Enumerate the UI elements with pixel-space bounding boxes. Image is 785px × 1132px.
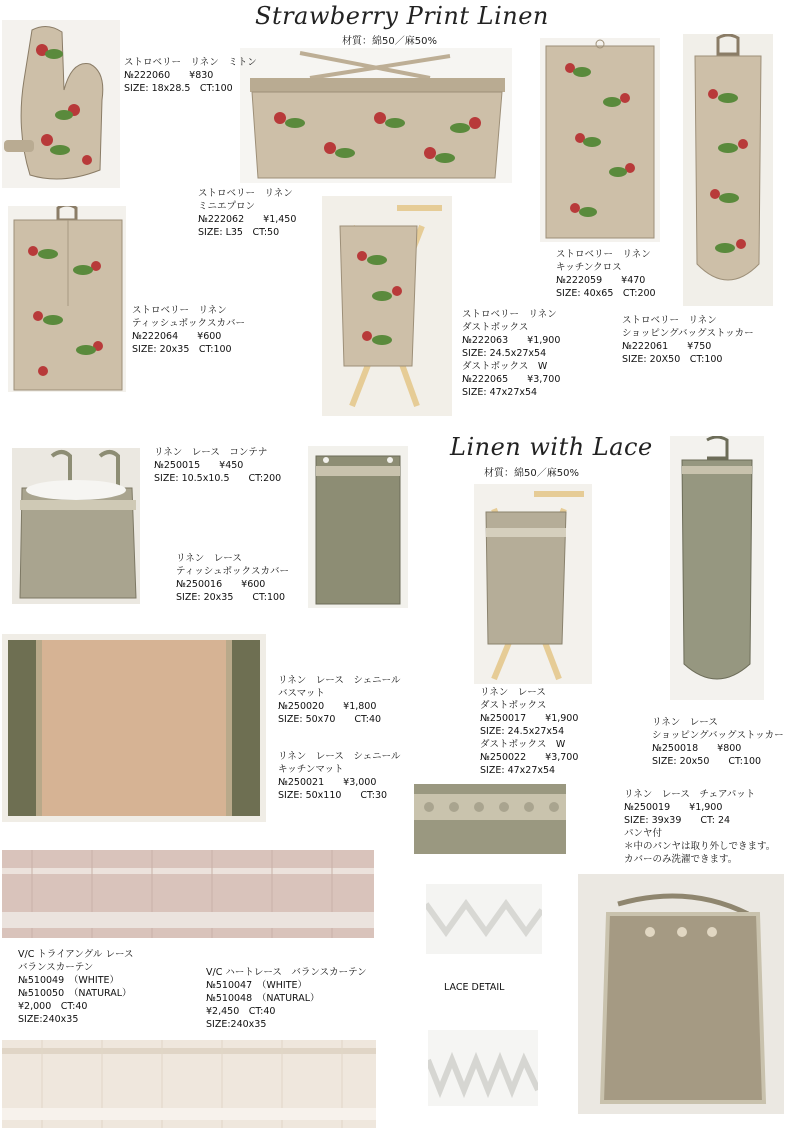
caption-valance-heart <box>206 966 367 1031</box>
container-photo <box>12 448 140 604</box>
caption-line: リネン レース <box>176 553 242 564</box>
section-title-lace: Linen with Lace <box>450 433 653 461</box>
bath-mat-photo <box>2 634 266 822</box>
caption-line: ストロベリー リネン <box>132 305 227 316</box>
section-title-strawberry: Strawberry Print Linen <box>255 2 549 30</box>
caption-line: №222063 ¥1,900 <box>462 335 561 346</box>
caption-line: リネン レース シェニール <box>278 751 401 762</box>
caption-container <box>154 446 281 485</box>
caption-line: ダストボックス W <box>480 739 566 750</box>
caption-line: ¥2,450 CT:40 <box>206 1006 276 1017</box>
caption-line: SIZE: 39x39 CT: 24 <box>624 815 731 826</box>
caption-line: №222059 ¥470 <box>556 275 646 286</box>
lace-detail-label: LACE DETAIL <box>444 982 505 993</box>
caption-line: №250017 ¥1,900 <box>480 713 579 724</box>
caption-line: SIZE: 18x28.5 CT:100 <box>124 83 233 94</box>
caption-line: SIZE: L35 CT:50 <box>198 227 280 238</box>
caption-line: №510049 （WHITE） <box>18 975 120 986</box>
caption-line: ストロベリー リネン <box>622 315 717 326</box>
bag-stocker-lace-photo <box>670 436 764 700</box>
caption-line: ショッピングバッグストッカー <box>622 328 754 339</box>
caption-line: ストロベリー リネン <box>198 188 293 199</box>
caption-line: リネン レース チェアパット <box>624 789 756 800</box>
caption-line: №222065 ¥3,700 <box>462 374 561 385</box>
caption-line: SIZE: 24.5x27x54 <box>480 726 565 737</box>
caption-line: SIZE:240x35 <box>18 1014 79 1025</box>
caption-line: SIZE: 10.5x10.5 CT:200 <box>154 473 282 484</box>
caption-line: SIZE: 40x65 CT:200 <box>556 288 656 299</box>
caption-kitchen-cloth <box>556 248 656 300</box>
caption-line: ＊中のパンヤは取り外しできます。 <box>624 841 776 852</box>
caption-line: SIZE: 50x110 CT:30 <box>278 790 388 801</box>
caption-line: キッチンマット <box>278 764 344 775</box>
caption-line: №250018 ¥800 <box>652 743 742 754</box>
caption-line: バスマット <box>278 688 325 699</box>
caption-line: ダストボックス W <box>462 361 548 372</box>
caption-line: V/C トライアングル レース <box>18 949 134 960</box>
caption-line: キッチンクロス <box>556 262 622 273</box>
caption-dustbox-sb <box>462 308 560 399</box>
caption-line: ダストボックス <box>480 700 547 711</box>
caption-kitchen-mat <box>278 750 400 802</box>
caption-bag-stocker-sb <box>622 314 754 366</box>
caption-line: №250021 ¥3,000 <box>278 777 377 788</box>
caption-line: №222064 ¥600 <box>132 331 222 342</box>
caption-line: リネン レース <box>652 717 718 728</box>
caption-line: リネン レース シェニール <box>278 675 401 686</box>
caption-line: リネン レース <box>480 687 546 698</box>
caption-line: ショッピングバッグストッカー <box>652 730 784 741</box>
caption-line: №510048 （NATURAL） <box>206 993 320 1004</box>
caption-line: ティッシュボックスカバー <box>176 566 289 577</box>
caption-mini-apron <box>198 187 296 239</box>
caption-line: バランスカーテン <box>18 962 94 973</box>
caption-mitten <box>124 56 257 95</box>
caption-line: ストロベリー リネン <box>556 249 651 260</box>
caption-line: パンヤ付 <box>624 828 663 839</box>
caption-chair-pad <box>624 788 775 866</box>
caption-line: SIZE: 47x27x54 <box>480 765 556 776</box>
chair-pad-photo <box>578 874 784 1114</box>
caption-tissue-cover-sb <box>132 304 245 356</box>
caption-line: SIZE: 20x35 CT:100 <box>176 592 286 603</box>
caption-line: ¥2,000 CT:40 <box>18 1001 88 1012</box>
caption-tissue-cover-lace <box>176 552 289 604</box>
caption-line: V/C ハートレース バランスカーテン <box>206 967 367 978</box>
dustbox-sb-photo <box>322 196 452 416</box>
bag-stocker-sb-photo <box>683 34 773 306</box>
mitten-photo <box>2 20 120 188</box>
caption-line: SIZE: 50x70 CT:40 <box>278 714 382 725</box>
caption-bag-stocker-lace <box>652 716 784 768</box>
caption-line: №222061 ¥750 <box>622 341 712 352</box>
caption-line: SIZE:240x35 <box>206 1019 267 1030</box>
caption-bath-mat <box>278 674 400 726</box>
lace-detail-top-photo <box>426 884 542 954</box>
tissue-cover-lace-photo <box>308 446 408 608</box>
caption-line: №250016 ¥600 <box>176 579 266 590</box>
caption-line: ティッシュボックスカバー <box>132 318 245 329</box>
caption-line: SIZE: 24.5x27x54 <box>462 348 547 359</box>
caption-line: №222062 ¥1,450 <box>198 214 297 225</box>
caption-line: カバーのみ洗濯できます。 <box>624 854 738 865</box>
caption-line: №250019 ¥1,900 <box>624 802 723 813</box>
caption-line: ミニエプロン <box>198 201 256 212</box>
caption-line: リネン レース コンテナ <box>154 447 268 458</box>
caption-line: SIZE: 20x35 CT:100 <box>132 344 232 355</box>
caption-line: №510047 （WHITE） <box>206 980 308 991</box>
caption-line: №222060 ¥830 <box>124 70 214 81</box>
kitchen-cloth-photo <box>540 38 660 242</box>
caption-line: №250022 ¥3,700 <box>480 752 579 763</box>
caption-line: №250015 ¥450 <box>154 460 244 471</box>
caption-line: SIZE: 20x50 CT:100 <box>652 756 762 767</box>
caption-line: №510050 （NATURAL） <box>18 988 132 999</box>
caption-line: SIZE: 47x27x54 <box>462 387 538 398</box>
valance-heart-photo <box>2 1040 376 1128</box>
caption-line: SIZE: 20X50 CT:100 <box>622 354 723 365</box>
section-material-strawberry: 材質：綿50／麻50% <box>342 36 437 47</box>
dustbox-lace-photo <box>474 484 592 684</box>
valance-triangle-photo <box>2 850 374 938</box>
caption-line: ダストボックス <box>462 322 529 333</box>
caption-line: ストロベリー リネン ミトン <box>124 57 257 68</box>
caption-dustbox-lace <box>480 686 578 777</box>
lace-detail-bottom-photo <box>428 1030 538 1106</box>
section-material-lace: 材質：綿50／麻50% <box>484 468 579 479</box>
lace-band-photo <box>414 784 566 854</box>
caption-valance-triangle <box>18 948 133 1026</box>
tissue-cover-sb-photo <box>8 206 126 392</box>
caption-line: №250020 ¥1,800 <box>278 701 377 712</box>
mini-apron-photo <box>240 48 512 183</box>
caption-line: ストロベリー リネン <box>462 309 557 320</box>
